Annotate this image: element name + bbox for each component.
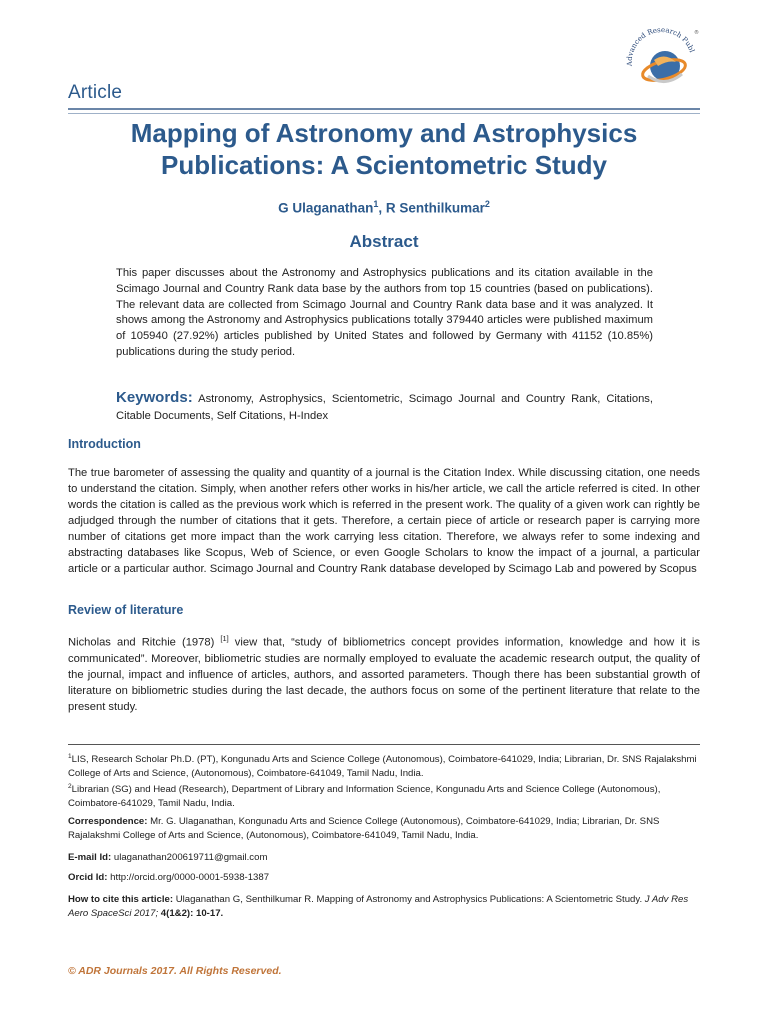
footnote-2-marker: 2 xyxy=(68,783,72,790)
footnote-1 xyxy=(68,750,700,782)
abstract-text: This paper discusses about the Astronomy and Astrophysics publications and its citation available in the Scimago Journal and Country Rank data base by the authors from top 15 countries (based on publications). The relevant data are collected from Scimago Journal and Country Rank data base and it was analyzed. It shows among the Astronomy and Astrophysics publications totally 379440 articles were published maximum of 105940 (27.92%) articles published by United States and followed by Germany with 41152 (10.85%) publications during the study period. xyxy=(116,267,653,358)
article-type-label: Article xyxy=(68,82,123,103)
author-separator: , xyxy=(378,200,386,216)
author-1: G Ulaganathan xyxy=(278,200,374,216)
logo-text: Advanced Research Publ xyxy=(625,26,696,67)
introduction-text: The true barometer of assessing the quality and quantity of a journal is the Citation Index. While discussing citation, one needs to understand the citation. Simply, when another refers other works in his/her article, we call the article referred is cited. In other words the citation is called as the previous work which is referred in the present work. The quality of a given work can rightly be adjudged through the number of citations that it gets. Therefore, a certain piece of article or research paper is carrying more number of citations get more impact than the work carrying less citation. Therefore, we always refer to some indexing and abstracting databases like Scopus, Web of Science, or even Google Scholars to know the impact of a journal, a particular article or a particular author. Scimago Journal and Country Rank database developed by Scimago Lab and powered by Scopus xyxy=(68,467,700,575)
correspondence-text: Mr. G. Ulaganathan, Kongunadu Arts and Science College (Autonomous), Coimbatore-641029, India; Librarian, Dr. SNS Rajalakshmi College of Arts and Science, (Autonomous), Coimbatore-641049, Tamil Nadu, India. xyxy=(68,816,660,842)
cite-pages: : 10-17. xyxy=(190,908,224,920)
footnote-2-text: Librarian (SG) and Head (Research), Department of Library and Information Science, Kongunadu Arts and Science College (Autonomous), Coimbatore-641029, Tamil Nadu, India. xyxy=(68,784,661,810)
author-2-affiliation: 2 xyxy=(484,199,490,209)
keywords-text: Astronomy, Astrophysics, Scientometric, Scimago Journal and Country Rank, Citations, Citable Documents, Self Citations, H-Index xyxy=(116,393,653,422)
copyright-notice: © ADR Journals 2017. All Rights Reserved. xyxy=(68,965,282,977)
article-title xyxy=(68,117,700,181)
orcid-line xyxy=(68,871,700,885)
abstract-heading: Abstract xyxy=(349,232,419,251)
review-text xyxy=(68,631,700,715)
cite-label: How to cite this article: xyxy=(68,894,174,905)
publisher-logo-icon xyxy=(610,16,710,96)
email-address[interactable]: ulaganathan200619711@gmail.com xyxy=(111,852,268,863)
correspondence xyxy=(68,815,700,843)
citation-ref-1[interactable]: [1] xyxy=(220,634,229,643)
footnote-1-text: LIS, Research Scholar Ph.D. (PT), Kongunadu Arts and Science College (Autonomous), Coimbatore-641029, India; Librarian, Dr. SNS Rajalakshmi College of Arts and Science, (Autonomous), Coimbatore-641049, Tamil Nadu, India. xyxy=(68,754,697,780)
keywords xyxy=(116,389,653,425)
svg-text:®: ® xyxy=(694,30,699,36)
cite-journal: J Adv Res Aero SpaceSci 2017; xyxy=(68,894,689,920)
journal-logo xyxy=(610,16,710,96)
email-line xyxy=(68,851,700,865)
footnote-1-marker: 1 xyxy=(68,753,72,760)
review-body: view that, “study of bibliometrics concept provides information, knowledge and how it is communicated”. Moreover, bibliometric studies are normally employed to evaluate the academic research output, the quality of the journal, impact and influence of articles, authors, and assorted parameters. Though there has been substantial growth of literature on bibliometric studies during the last decade, the authors focus on some of the pertinent literature that relate to the present study. xyxy=(68,636,701,713)
cite-volume: 4(1&2) xyxy=(158,908,191,920)
author-1-affiliation: 1 xyxy=(373,199,379,209)
footnote-rule xyxy=(68,744,700,745)
review-lead: Nicholas and Ritchie (1978) xyxy=(68,636,221,649)
author-list xyxy=(68,199,700,216)
header-rule-secondary xyxy=(68,113,700,114)
keywords-label: Keywords: xyxy=(116,389,193,406)
correspondence-label: Correspondence: xyxy=(68,816,148,827)
review-heading: Review of literature xyxy=(68,603,184,617)
cite-text: Ulaganathan G, Senthilkumar R. Mapping of Astronomy and Astrophysics Publications: A Scientometric Study. xyxy=(173,894,645,905)
introduction-heading: Introduction xyxy=(68,437,141,451)
author-2: R Senthilkumar xyxy=(385,200,485,216)
footnote-2 xyxy=(68,780,700,812)
article-title-line-2: Publications: A Scientometric Study xyxy=(161,150,607,180)
orcid-link[interactable]: http://orcid.org/0000-0001-5938-1387 xyxy=(107,872,270,883)
article-title-line-1: Mapping of Astronomy and Astrophysics xyxy=(130,118,638,148)
email-label: E-mail Id: xyxy=(68,852,112,863)
orcid-label: Orcid Id: xyxy=(68,872,108,883)
citation-info xyxy=(68,893,700,921)
header-rule xyxy=(68,108,700,110)
